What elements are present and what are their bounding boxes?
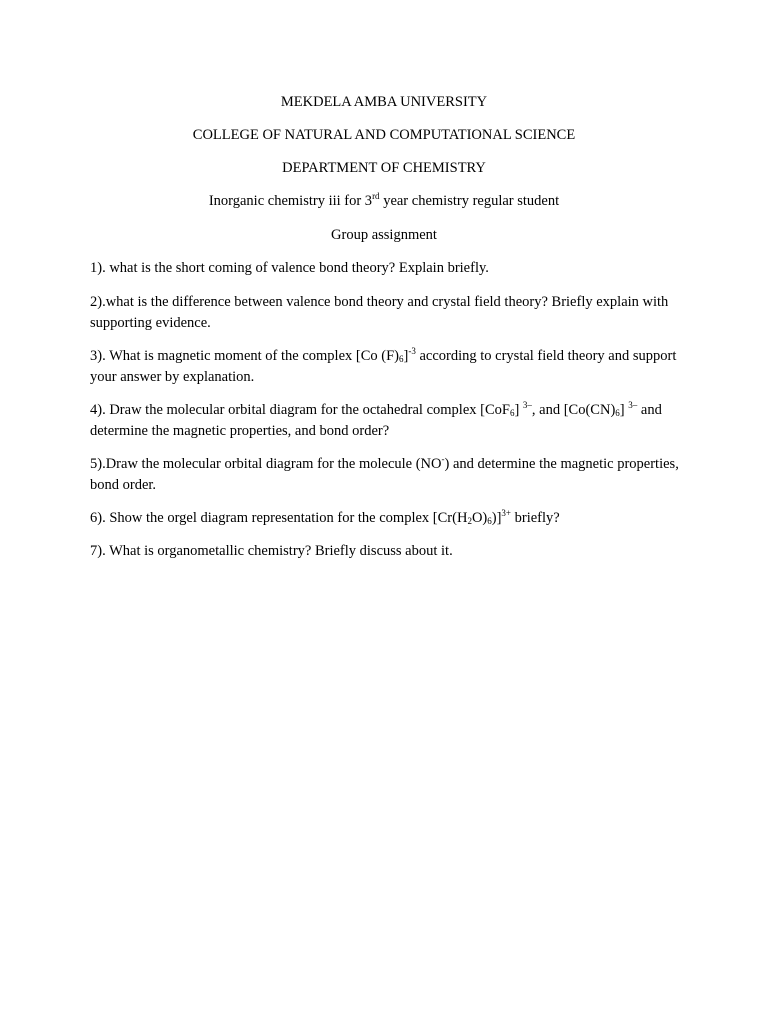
question-3-subscript: 6 (399, 354, 404, 364)
question-3-text-b: ] (403, 348, 409, 364)
question-3-text-c: according to crystal field theory and support your answer by explanation. (90, 348, 677, 385)
question-6-superscript: 3+ (501, 508, 511, 518)
question-3-text-a: 3). What is magnetic moment of the complex [Co (F) (90, 348, 399, 364)
question-4-text-d: ] (619, 402, 629, 418)
course-title-suffix: year chemistry regular student (379, 193, 560, 209)
question-6 (90, 508, 680, 529)
question-3 (90, 346, 680, 387)
question-5-text-a: 5).Draw the molecular orbital diagram for the molecule (NO (90, 456, 442, 472)
question-1: 1). what is the short coming of valence bond theory? Explain briefly. (90, 260, 489, 276)
question-4-text-e: and determine the magnetic properties, and bond order? (90, 402, 662, 439)
question-4-text-b: ] (514, 402, 523, 418)
question-6-text-c: )] (491, 510, 502, 526)
question-4-superscript-b: 3– (628, 400, 638, 410)
question-4-text-a: 4). Draw the molecular orbital diagram for the octahedral complex [CoF (90, 402, 510, 418)
question-4-superscript-a: 3– (522, 400, 532, 410)
question-6-text-d: briefly? (511, 510, 560, 526)
question-6-subscript-a: 2 (467, 516, 472, 526)
question-3-superscript: -3 (408, 346, 416, 356)
question-5-text-b: ) and determine the magnetic properties, bond order. (90, 456, 679, 493)
university-name: MEKDELA AMBA UNIVERSITY (280, 94, 488, 110)
assignment-title: Group assignment (331, 227, 437, 243)
question-7: 7). What is organometallic chemistry? Briefly discuss about it. (90, 543, 453, 559)
question-6-text-b: O) (471, 510, 488, 526)
course-title-prefix: Inorganic chemistry iii for 3 (208, 193, 373, 209)
question-6-text-a: 6). Show the orgel diagram representation for the complex [Cr(H (90, 510, 468, 526)
question-5 (90, 454, 680, 495)
college-name: COLLEGE OF NATURAL AND COMPUTATIONAL SCIENCE (192, 127, 576, 143)
question-4 (90, 400, 680, 441)
question-2: 2).what is the difference between valence bond theory and crystal field theory? Briefly explain with supporting evidence. (90, 294, 669, 331)
department-name: DEPARTMENT OF CHEMISTRY (282, 160, 486, 176)
course-title-superscript: rd (372, 191, 380, 201)
question-5-superscript: - (441, 454, 445, 464)
question-6-subscript-b: 6 (487, 516, 492, 526)
question-4-text-c: , and [Co(CN) (531, 402, 616, 418)
question-4-subscript-b: 6 (615, 408, 620, 418)
course-title (0, 191, 768, 211)
question-4-subscript-a: 6 (509, 408, 515, 418)
